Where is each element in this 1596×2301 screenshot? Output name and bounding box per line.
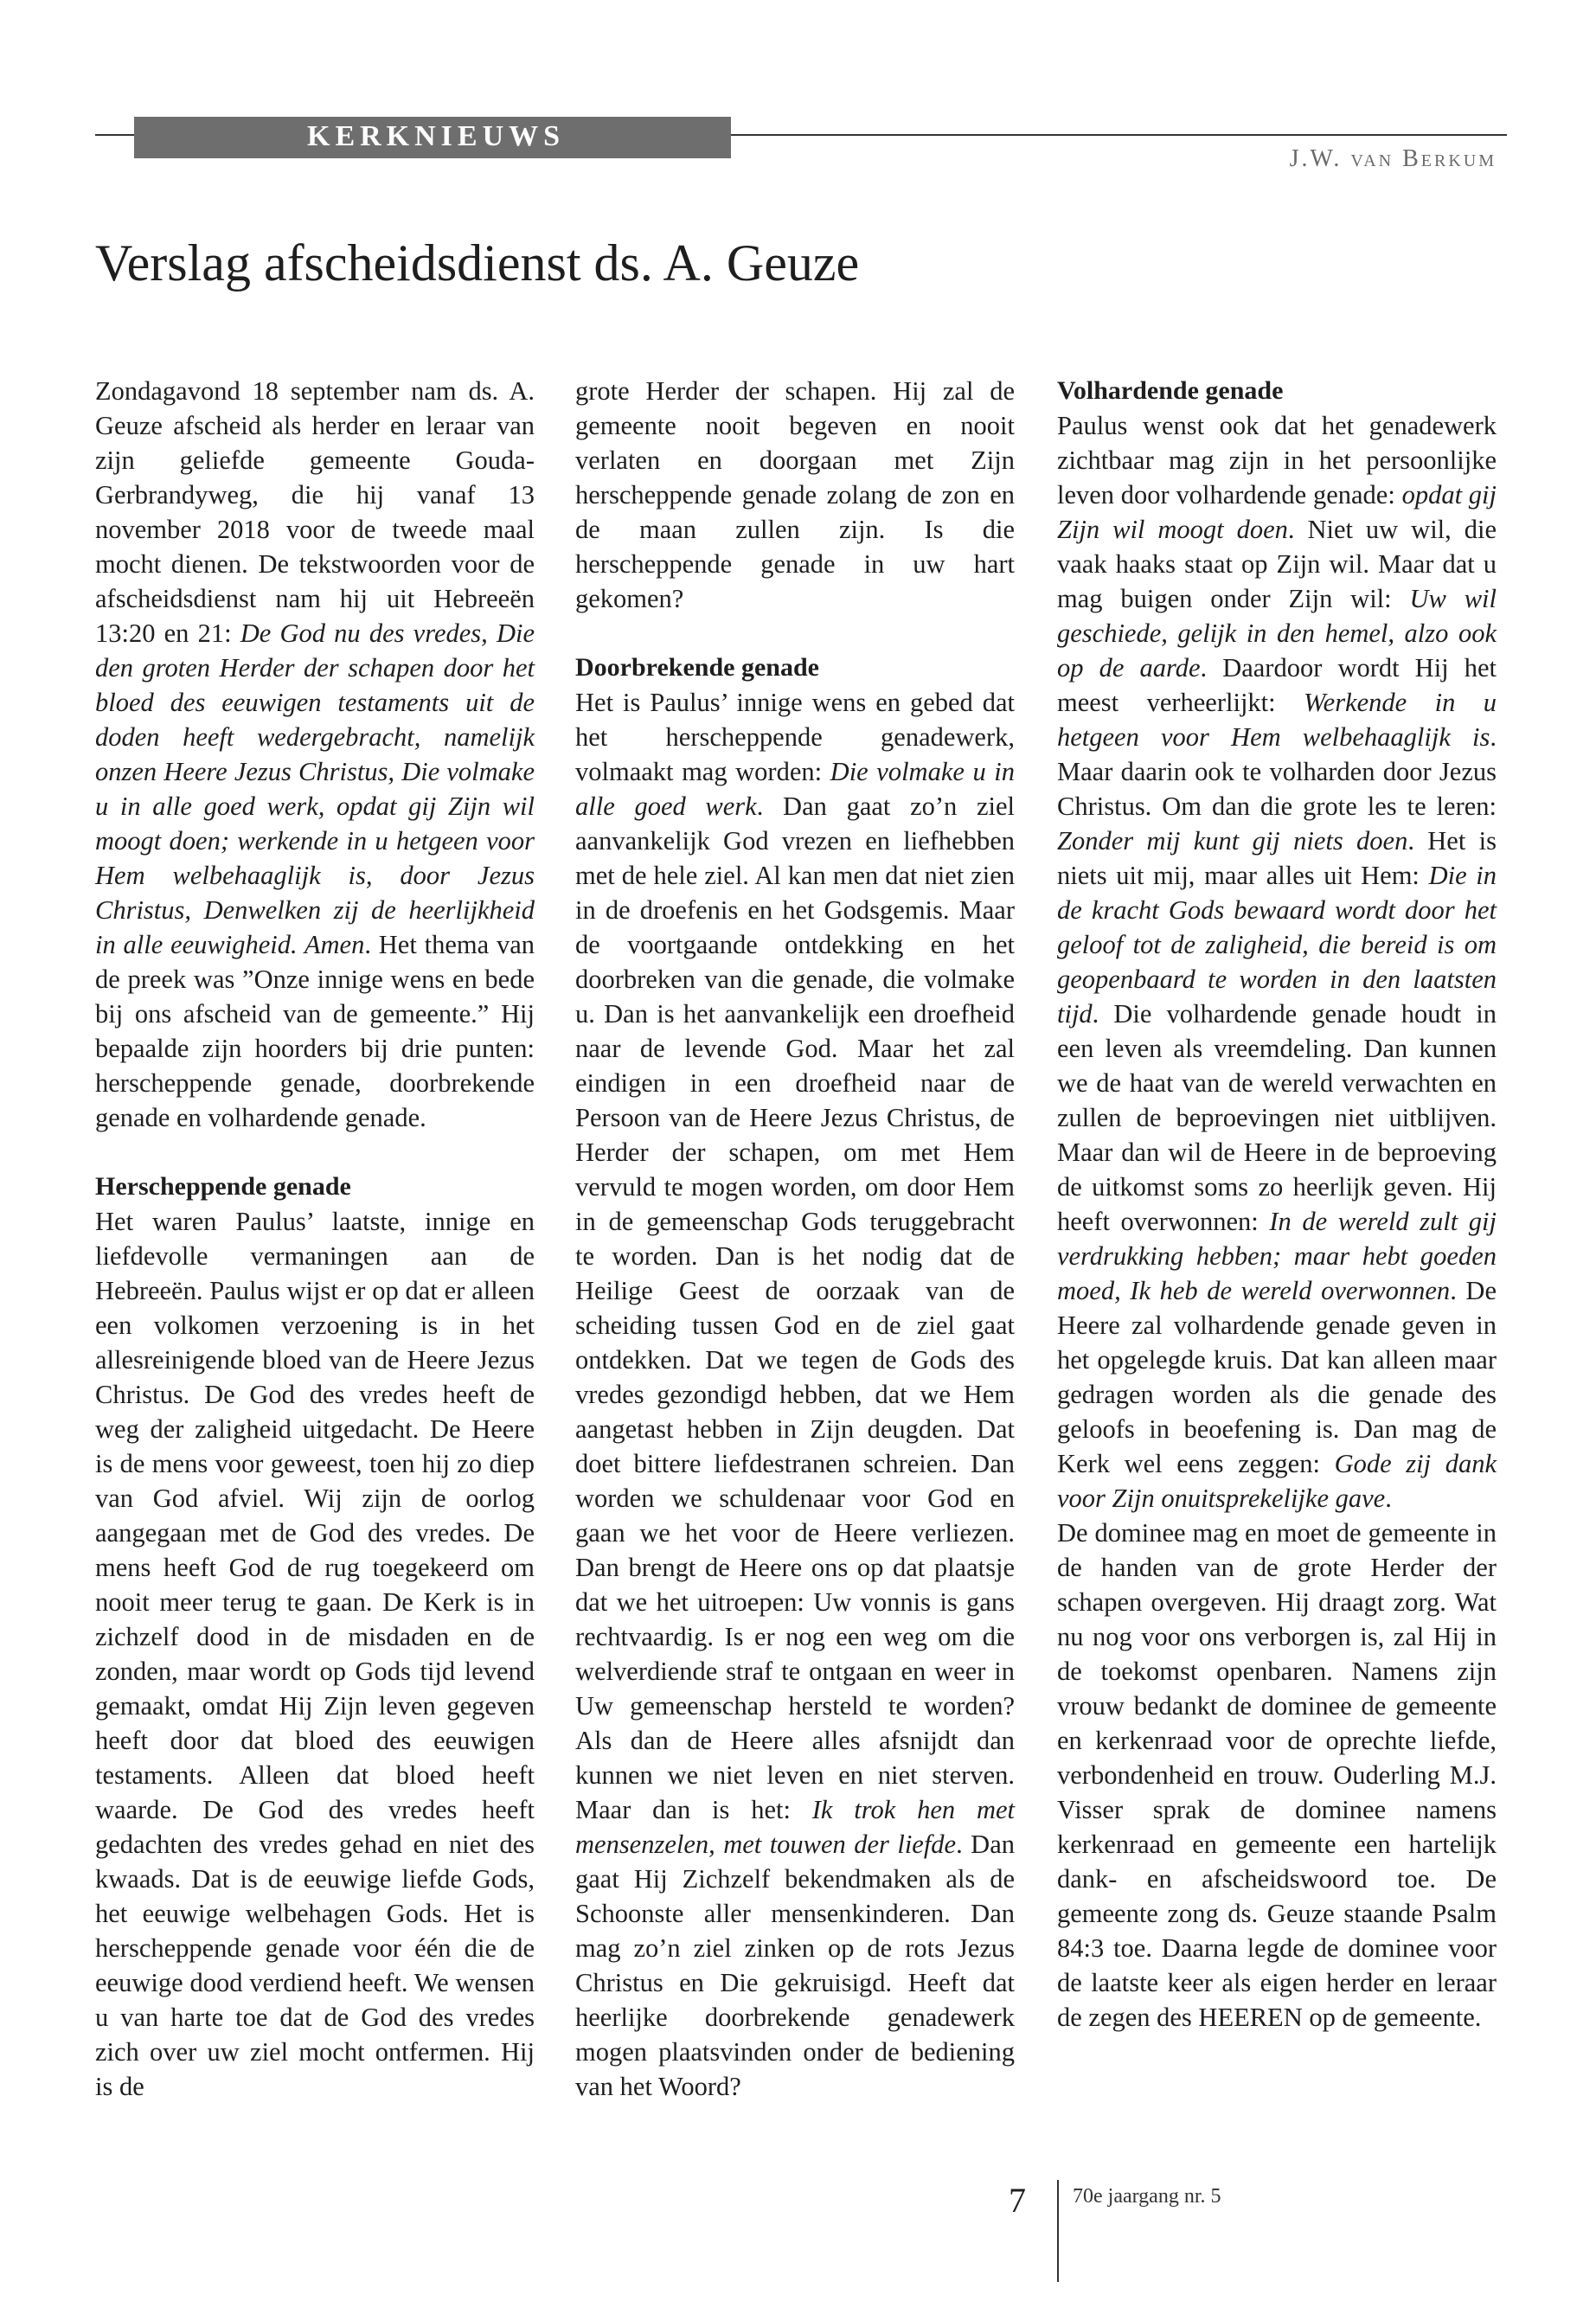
scripture-quote: Die volmake u in alle goed werk	[575, 757, 1016, 821]
issue-label: 70e jaargang nr. 5	[1073, 2185, 1221, 2208]
section-tab	[134, 117, 731, 158]
paragraph-closing: De dominee mag en moet de gemeente in de handen van de grote Herder der schapen overgeven. Hij draagt zorg. Wat nu nog voor ons verborgen is, zal Hij in de toekomst openbaren. Namens zijn vrouw bedankt de dominee de gemeente en kerkenraad voor de oprechte liefde, verbondenheid en trouw. Ouderling M.J. Visser sprak de dominee namens kerkenraad en gemeente een hartelijk dank- en afscheidswoord toe. De gemeente zong ds. Geuze staande Psalm 84:3 toe. Daarna legde de dominee voor de laatste keer als eigen herder en leraar de zegen des HEEREN op de gemeente.	[1057, 1518, 1497, 2032]
heading-volhardende-genade: Volhardende genade	[1057, 376, 1284, 405]
scripture-quote: De God nu des vredes, Die den groten Herder der schapen door het bloed des eeuwigen testaments uit de doden heeft wedergebracht, namelijk onzen Heere Jezus Christus, Die volmake u in alle goed werk, opdat gij Zijn wil moogt doen; werkende in u hetgeen voor Hem welbehaaglijk is, door Jezus Christus, Denwelken zij de heerlijkheid in alle eeuwigheid. Amen	[95, 619, 535, 959]
heading-doorbrekende-genade: Doorbrekende genade	[575, 653, 819, 682]
section-label: KERKNIEUWS	[307, 120, 566, 152]
footer-divider	[1057, 2180, 1059, 2282]
scripture-quote: Uw wil geschiede, gelijk in den hemel, alzo ook op de aarde	[1057, 584, 1497, 683]
page-number: 7	[1009, 2181, 1026, 2220]
scripture-quote: Gode zij dank voor Zijn onuitsprekelijke gave	[1057, 1449, 1497, 1513]
paragraph-herscheppende: Het waren Paulus’ laatste, innige en liefdevolle vermaningen aan de Hebreeën. Paulus wijst er op dat er alleen een volkomen verzoening is in het allesreinigende bloed van de Heere Jezus Christus. De God des vredes heeft de weg der zaligheid uitgedacht. De Heere is de mens voor geweest, toen hij zo diep van God afviel. Wij zijn de oorlog aangegaan met de God des vredes. De mens heeft God de rug toegekeerd om nooit meer terug te gaan. De Kerk is in zichzelf dood in de misdaden en de zonden, maar wordt op Gods tijd levend gemaakt, omdat Hij Zijn leven gegeven heeft door dat bloed des eeuwigen testaments. Alleen dat bloed heeft waarde. De God des vredes heeft gedachten des vredes gehad en niet des kwaads. Dat is de eeuwige liefde Gods, het eeuwige welbehagen Gods. Het is herscheppende genade voor één die de eeuwige dood verdiend heeft. We wensen u van harte toe dat de God des vredes zich over uw ziel mocht ontfermen. Hij is de	[95, 1207, 535, 2101]
paragraph-intro: Zondagavond 18 september nam ds. A. Geuze afscheid als herder en leraar van zijn geliefde gemeente Gouda-Gerbrandyweg, die hij vanaf 13 november 2018 voor de tweede maal mocht dienen. De tekstwoorden voor de afscheidsdienst nam hij uit Hebreeën 13:20 en 21: De God nu des vredes, Die den groten Herder der schapen door het bloed des eeuwigen testaments uit de doden heeft wedergebracht, namelijk onzen Heere Jezus Christus, Die volmake u in alle goed werk, opdat gij Zijn wil moogt doen; werkende in u hetgeen voor Hem welbehaaglijk is, door Jezus Christus, Denwelken zij de heerlijkheid in alle eeuwigheid. Amen. Het thema van de preek was ”Onze innige wens en bede bij ons afscheid van de gemeente.” Hij bepaalde zijn hoorders bij drie punten: herscheppende genade, doorbrekende genade en volhardende genade.	[95, 376, 535, 1132]
author-name: J.W. van Berkum	[1289, 145, 1497, 172]
paragraph-volhardende: Paulus wenst ook dat het genadewerk zichtbaar mag zijn in het persoonlijke leven door volhardende genade: opdat gij Zijn wil moogt doen. Niet uw wil, die vaak haaks staat op Zijn wil. Maar dat u mag buigen onder Zijn wil: Uw wil geschiede, gelijk in den hemel, alzo ook op de aarde. Daardoor wordt Hij het meest verheerlijkt: Werkende in u hetgeen voor Hem welbehaaglijk is. Maar daarin ook te volharden door Jezus Christus. Om dan die grote les te leren: Zonder mij kunt gij niets doen. Het is niets uit mij, maar alles uit Hem: Die in de kracht Gods bewaard wordt door het geloof tot de zaligheid, die bereid is om geopenbaard te worden in den laatsten tijd. Die volhardende genade houdt in een leven als vreemdeling. Dan kunnen we de haat van de wereld verwachten en zullen de beproevingen niet uitblijven. Maar dan wil de Heere in de beproeving de uitkomst soms zo heerlijk geven. Hij heeft overwonnen: In de wereld zult gij verdrukking hebben; maar hebt goeden moed, Ik heb de wereld overwonnen. De Heere zal volhardende genade geven in het opgelegde kruis. Dat kan alleen maar gedragen worden als die genade des geloofs in beoefening is. Dan mag de Kerk wel eens zeggen: Gode zij dank voor Zijn onuitsprekelijke gave.	[1057, 411, 1497, 1513]
paragraph-doorbrekende: Het is Paulus’ innige wens en gebed dat het herscheppende genadewerk, volmaakt mag worden: Die volmake u in alle goed werk. Dan gaat zo’n ziel aanvankelijk God vrezen en liefhebben met de hele ziel. Al kan men dat niet zien in de droefenis en het Godsgemis. Maar de voortgaande ontdekking en het doorbreken van die genade, die volmake u. Dan is het aanvankelijk een droefheid naar de levende God. Maar het zal eindigen in een droefheid naar de Persoon van de Heere Jezus Christus, de Herder der schapen, om met Hem vervuld te mogen worden, om door Hem in de gemeenschap Gods teruggebracht te worden. Dan is het nodig dat de Heilige Geest de oorzaak van de scheiding tussen God en de ziel gaat ontdekken. Dat we tegen de Gods des vredes gezondigd hebben, dat we Hem aangetast hebben in Zijn deugden. Dat doet bittere liefdestranen schreien. Dan worden we schuldenaar voor God en gaan we het voor de Heere verliezen. Dan brengt de Heere ons op dat plaatsje dat we het uitroepen: Uw vonnis is gans rechtvaardig. Is er nog een weg om die welverdiende straf te ontgaan en weer in Uw gemeenschap hersteld te worden? Als dan de Heere alles afsnijdt dan kunnen we niet leven en niet sterven. Maar dan is het: Ik trok hen met mensenzelen, met touwen der liefde. Dan gaat Hij Zichzelf bekendmaken als de Schoonste aller mensenkinderen. Dan mag zo’n ziel zinken op de rots Jezus Christus en Die gekruisigd. Heeft dat heerlijke doorbrekende genadewerk mogen plaatsvinden onder de bediening van het Woord?	[575, 688, 1016, 2101]
article-title: Verslag afscheidsdienst ds. A. Geuze	[95, 234, 860, 292]
column-3	[1057, 374, 1497, 2035]
scripture-quote: Werkende in u hetgeen voor Hem welbehaaglijk is	[1057, 688, 1497, 752]
column-1	[95, 374, 535, 2104]
scripture-quote: Zonder mij kunt gij niets doen	[1057, 826, 1408, 856]
heading-herscheppende-genade: Herscheppende genade	[95, 1172, 351, 1201]
scripture-quote: In de wereld zult gij verdrukking hebben; maar hebt goeden moed, Ik heb de wereld overwonnen	[1057, 1207, 1497, 1305]
scripture-quote: Die in de kracht Gods bewaard wordt door het geloof tot de zaligheid, die bereid is om geopenbaard te worden in den laatsten tijd	[1057, 861, 1497, 1029]
paragraph-continuation: grote Herder der schapen. Hij zal de gemeente nooit begeven en nooit verlaten en doorgaan met Zijn herscheppende genade zolang de zon en de maan zullen zijn. Is die herscheppende genade in uw hart gekomen?	[575, 376, 1015, 613]
scripture-quote: opdat gij Zijn wil moogt doen	[1057, 480, 1497, 544]
column-2	[575, 374, 1015, 2104]
scripture-quote: Ik trok hen met mensenzelen, met touwen der liefde	[575, 1795, 1015, 1859]
